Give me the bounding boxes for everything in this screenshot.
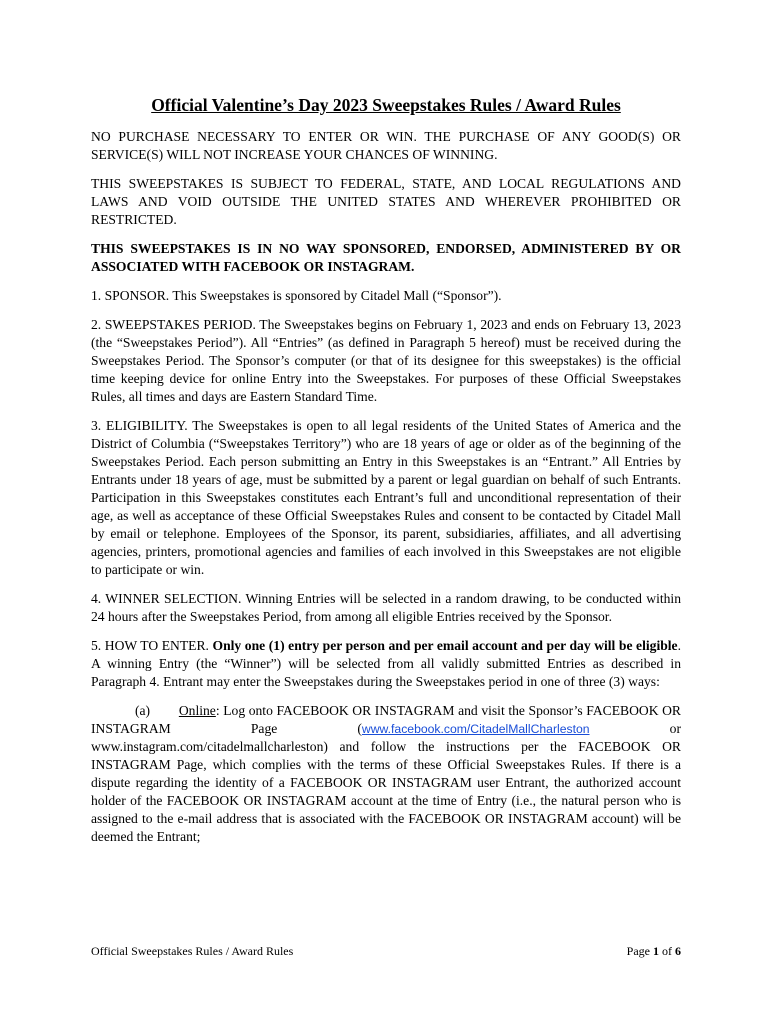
section-how-to-enter-eligibility: Only one (1) entry per person and per email account and per day will be eligible: [212, 638, 678, 653]
page-current: 1: [653, 944, 659, 958]
entry-method-online: [91, 702, 681, 846]
section-winner-selection: 4. WINNER SELECTION. Winning Entries will be selected in a random drawing, to be conducted within 24 hours after the Sweepstakes Period, from among all eligible Entries received by the Sponsor.: [91, 591, 681, 624]
section-how-to-enter-lead: 5. HOW TO ENTER.: [91, 638, 209, 653]
not-sponsored-paragraph: THIS SWEEPSTAKES IS IN NO WAY SPONSORED, ENDORSED, ADMINISTERED BY OR ASSOCIATED WITH FACEBOOK OR INSTAGRAM.: [91, 241, 681, 274]
entry-method-online-text-1: : Log onto FACEBOOK OR INSTAGRAM and visit the Sponsor’s FACEBOOK OR INSTAGRAM Page (: [91, 703, 681, 736]
page-footer: [91, 944, 681, 959]
regulations-paragraph: THIS SWEEPSTAKES IS SUBJECT TO FEDERAL, STATE, AND LOCAL REGULATIONS AND LAWS AND VOID OUTSIDE THE UNITED STATES AND WHEREVER PROHIBITED OR RESTRICTED.: [91, 176, 681, 227]
page-of: of: [659, 944, 675, 958]
document-title: Official Valentine’s Day 2023 Sweepstakes Rules / Award Rules: [151, 95, 621, 115]
entry-method-label: (a): [135, 703, 151, 718]
facebook-page-link[interactable]: www.facebook.com/CitadelMallCharleston: [361, 722, 590, 736]
page-total: 6: [675, 944, 681, 958]
entry-method-online-text-2: or www.instagram.com/citadelmallcharleston) and follow the instructions per the FACEBOOK OR INSTAGRAM Page, which complies with the terms of these Official Sweepstakes Rules. If there is a dispute regarding the identity of a FACEBOOK OR INSTAGRAM user Entrant, the authorized account holder of the FACEBOOK OR INSTAGRAM account at the time of Entry (i.e., the natural person who is assigned to the e-mail address that is associated with the FACEBOOK OR INSTAGRAM account) will be deemed the Entrant;: [91, 721, 681, 844]
section-sponsor: 1. SPONSOR. This Sweepstakes is sponsored by Citadel Mall (“Sponsor”).: [91, 288, 502, 303]
section-eligibility: 3. ELIGIBILITY. The Sweepstakes is open to all legal residents of the United States of America and the District of Columbia (“Sweepstakes Territory”) who are 18 years of age or older as of the beginning of the Sweepstakes Period. Each person submitting an Entry in this Sweepstakes is an “Entrant.” All Entries by Entrants under 18 years of age, must be submitted by a parent or legal guardian on behalf of such Entrants. Participation in this Sweepstakes constitutes each Entrant’s full and unconditional representation of their age, as well as acceptance of these Official Sweepstakes Rules and consent to be contacted by Citadel Mall by email or telephone. Employees of the Sponsor, its parent, subsidiaries, affiliates, and all advertising agencies, printers, promotional agencies and families of each involved in this Sweepstakes are not eligible to participate or win.: [91, 418, 681, 577]
page-number: [627, 944, 681, 959]
no-purchase-paragraph: NO PURCHASE NECESSARY TO ENTER OR WIN. THE PURCHASE OF ANY GOOD(S) OR SERVICE(S) WILL NOT INCREASE YOUR CHANCES OF WINNING.: [91, 129, 681, 162]
section-how-to-enter: [91, 637, 681, 691]
document-body: [91, 95, 681, 857]
footer-document-title: Official Sweepstakes Rules / Award Rules: [91, 944, 294, 958]
section-sweepstakes-period: 2. SWEEPSTAKES PERIOD. The Sweepstakes begins on February 1, 2023 and ends on February 13, 2023 (the “Sweepstakes Period”). All “Entries” (as defined in Paragraph 5 hereof) must be received during the Sweepstakes Period. The Sponsor’s computer (or that of its designee for this sweepstakes) is the official time keeping device for online Entry into the Sweepstakes. For purposes of these Official Sweepstakes Rules, all times and days are Eastern Standard Time.: [91, 317, 681, 404]
section-how-to-enter-rest: . A winning Entry (the “Winner”) will be selected from all validly submitted Entries as described in Paragraph 4. Entrant may enter the Sweepstakes during the Sweepstakes period in one of three (3) ways:: [91, 638, 681, 689]
page-word: Page: [626, 944, 653, 958]
entry-method-online-heading: Online: [178, 703, 216, 718]
